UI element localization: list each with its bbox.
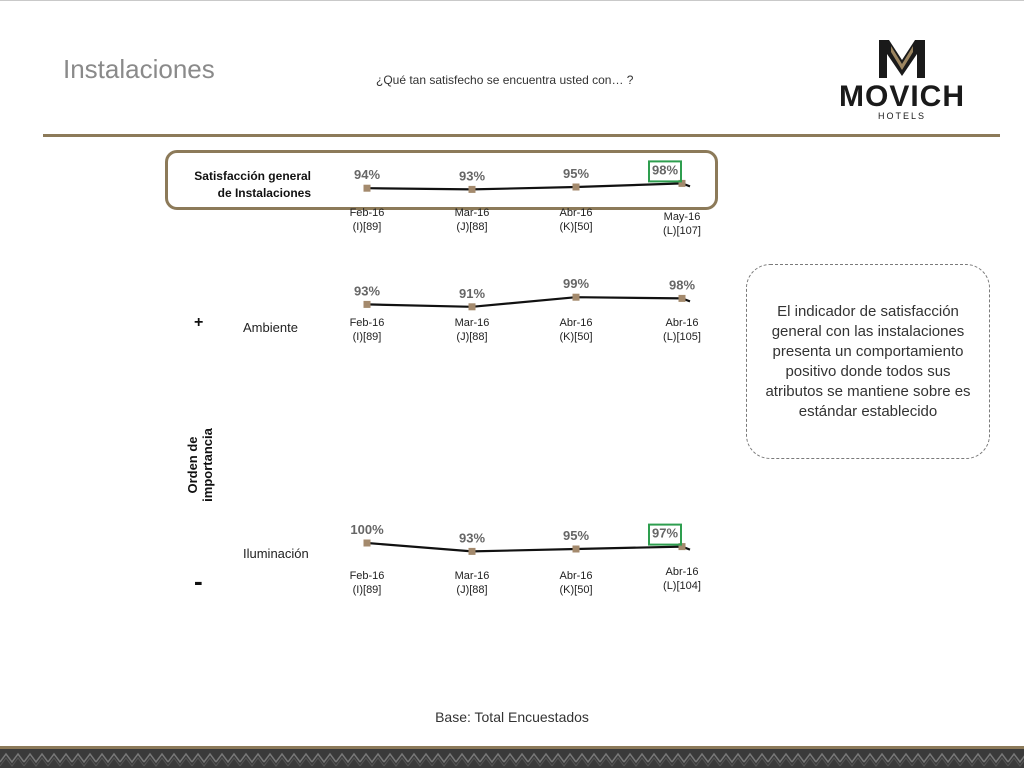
overall-value-label-4: 98% [651,162,679,178]
overall-point-2 [469,186,476,193]
ambiente-value-label-3: 99% [562,276,590,292]
overall-value-label-3: 95% [562,166,590,181]
decorative-footer-band [0,746,1024,768]
iluminacion-point-3 [573,546,580,553]
ambiente-value-label-1: 93% [353,283,381,299]
iluminacion-value-label-3: 95% [562,528,590,543]
insight-note: El indicador de satisfacción general con las instalaciones presenta un comportamiento positivo donde todos sus atributos se mantiene sobre es estándar establecido [746,264,990,459]
iluminacion-tick-period-3: Abr-16 [559,570,593,582]
ambiente-tick-period-2: Mar-16 [454,317,490,329]
overall-tick-code-4: (L)[107] [663,225,701,237]
ambiente-tick-period-3: Abr-16 [559,317,593,329]
iluminacion-tick-code-4: (L)[104] [663,580,701,592]
iluminacion-point-2 [469,548,476,555]
overall-tick-code-3: (K)[50] [559,221,593,233]
logo-wordmark: MOVICH [839,80,965,113]
ambiente-tick-code-2: (J)[88] [456,331,488,343]
iluminacion-series-line [367,543,690,551]
iluminacion-tick-code-2: (J)[88] [456,584,488,596]
overall-point-1 [364,185,371,192]
page-title: Instalaciones [63,54,215,84]
ambiente-value-label-2: 91% [458,285,486,301]
overall-series-line [367,183,690,189]
ambiente-point-2 [469,303,476,310]
overall-value-label-2: 93% [458,168,486,184]
importance-plus: + [194,314,204,331]
overall-tick-period-4: May-16 [663,211,701,223]
ambiente-series-line [367,297,690,307]
iluminacion-value-label-2: 93% [458,530,486,546]
iluminacion-tick-period-2: Mar-16 [454,570,490,582]
overall-tick-period-1: Feb-16 [349,207,385,219]
iluminacion-tick-code-3: (K)[50] [559,584,593,596]
logo-subtitle: HOTELS [877,111,927,121]
ambiente-point-4 [679,295,686,302]
overall-tick-code-1: (I)[89] [352,221,382,233]
ambiente-tick-code-3: (K)[50] [559,331,593,343]
iluminacion-value-label-1: 100% [350,522,384,537]
overall-value-label-1: 94% [353,167,381,183]
ambiente-tick-code-4: (L)[105] [663,331,701,343]
iluminacion-value-label-4: 97% [651,525,679,541]
ambiente-tick-period-4: Abr-16 [665,317,699,329]
survey-question: ¿Qué tan satisfecho se encuentra usted con… ? [376,73,634,87]
iluminacion-tick-period-1: Feb-16 [349,570,385,582]
iluminacion-label: Iluminación [243,546,309,561]
iluminacion-tick-period-4: Abr-16 [665,566,699,578]
ambiente-label: Ambiente [243,320,298,335]
overall-tick-period-2: Mar-16 [454,207,490,219]
overall-tick-code-2: (J)[88] [456,221,488,233]
importance-axis-label: Orden de importancia [185,428,215,502]
ambiente-tick-period-1: Feb-16 [349,317,385,329]
overall-point-3 [573,184,580,191]
iluminacion-tick-code-1: (I)[89] [352,584,382,596]
overall-tick-period-3: Abr-16 [559,207,593,219]
ambiente-point-3 [573,294,580,301]
importance-minus: - [194,566,203,596]
base-footnote: Base: Total Encuestados [435,709,589,725]
overall-label-line2: de Instalaciones [217,186,311,200]
ambiente-value-label-4: 98% [668,277,696,293]
overall-label-line1: Satisfacción general [194,169,311,183]
ambiente-tick-code-1: (I)[89] [352,331,382,343]
ambiente-point-1 [364,301,371,308]
iluminacion-point-1 [364,540,371,547]
